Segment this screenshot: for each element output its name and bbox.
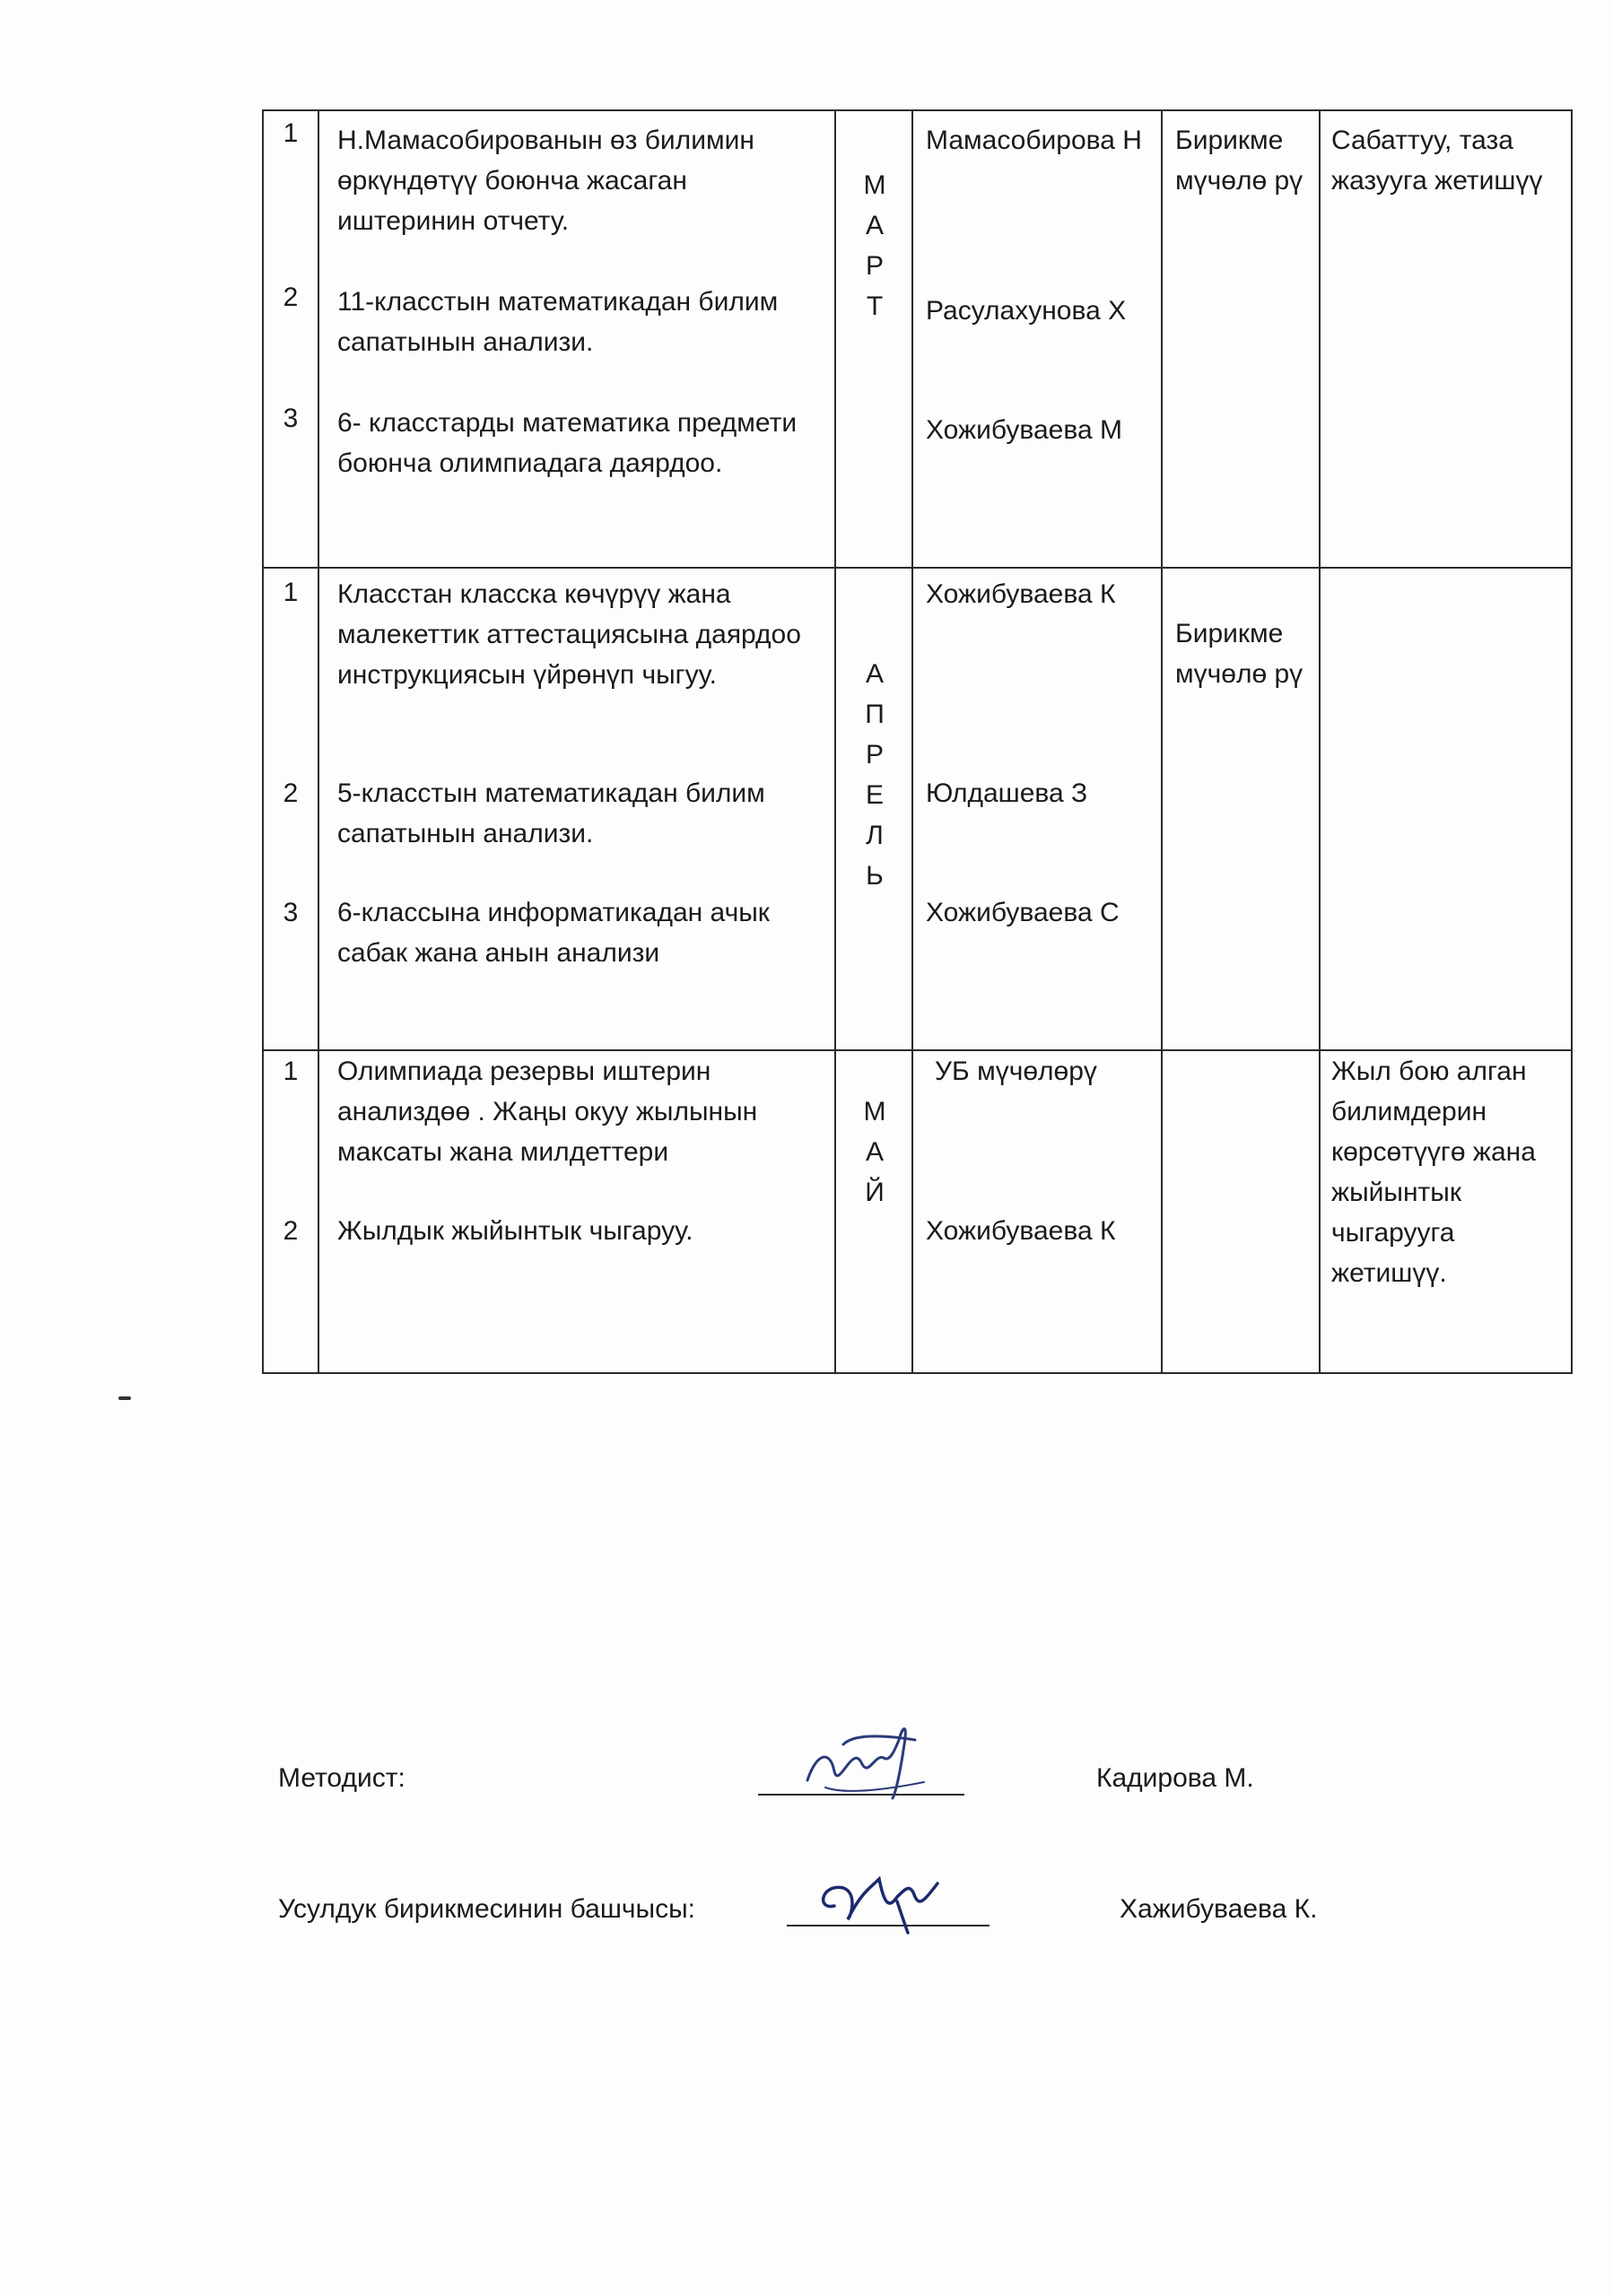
methodist-name: Кадирова М. <box>1096 1763 1254 1793</box>
month-cell <box>835 110 912 568</box>
topic-text: 6- класстарды математика предмети боюнча олимпиадага даярдоо. <box>337 408 798 478</box>
stray-mark <box>118 1396 131 1400</box>
number-cell <box>263 568 318 1050</box>
head-label: Усулдук бирикмесинин башчысы: <box>278 1894 695 1924</box>
month-cell <box>835 568 912 1050</box>
responsible-name: Хожибуваева С <box>926 898 1120 927</box>
head-name: Хажибуваева К. <box>1120 1894 1318 1924</box>
number-cell <box>263 1050 318 1373</box>
item-number: 2 <box>283 1216 299 1246</box>
result-text: Жыл бою алган билимдерин көрсөтүүгө жана жыйынтык чыгарууга жетишүү. <box>1331 1057 1536 1288</box>
form-text: Бирикме мүчөлө рү <box>1175 126 1303 196</box>
form-cell <box>1162 568 1320 1050</box>
result-cell <box>1320 110 1572 568</box>
head-signature <box>807 1857 960 1937</box>
table-row-april <box>263 568 1572 1050</box>
responsible-name: Мамасобирова Н <box>926 126 1142 155</box>
item-number: 1 <box>283 118 299 148</box>
month-label-april: А П Р Е Л Ь <box>865 659 885 891</box>
result-text: Сабаттуу, таза жазууга жетишүү <box>1331 126 1543 196</box>
responsible-cell <box>912 568 1162 1050</box>
responsible-cell <box>912 110 1162 568</box>
month-label-march: М А Р Т <box>863 170 886 321</box>
month-label-may: М А Й <box>863 1097 886 1207</box>
table-row-may <box>263 1050 1572 1373</box>
topic-text: 5-класстын математикадан билим сапатынын анализи. <box>337 778 765 848</box>
responsible-cell <box>912 1050 1162 1373</box>
topic-text: Н.Мамасобированын өз билимин өркүндөтүү боюнча жасаган иштеринин отчету. <box>337 126 754 236</box>
responsible-name: Хожибуваева М <box>926 415 1122 445</box>
item-number: 1 <box>283 1057 299 1086</box>
number-cell <box>263 110 318 568</box>
form-cell <box>1162 1050 1320 1373</box>
responsible-name: УБ мүчөлөрү <box>935 1057 1097 1086</box>
topic-text: 6-классына информатикадан ачык сабак жана анын анализи <box>337 898 770 968</box>
responsible-name: Хожибуваева К <box>926 1216 1116 1246</box>
item-number: 2 <box>283 283 299 312</box>
form-cell <box>1162 110 1320 568</box>
methodist-label: Методист: <box>278 1763 405 1793</box>
item-number: 2 <box>283 778 299 808</box>
responsible-name: Хожибуваева К <box>926 579 1116 609</box>
topic-cell <box>318 110 835 568</box>
item-number: 1 <box>283 578 299 607</box>
responsible-name: Расулахунова Х <box>926 296 1127 326</box>
item-number: 3 <box>283 898 299 927</box>
methodist-signature <box>789 1709 951 1807</box>
result-cell <box>1320 568 1572 1050</box>
form-text: Бирикме мүчөлө рү <box>1175 619 1303 689</box>
item-number: 3 <box>283 404 299 433</box>
work-plan-table <box>262 109 1573 1374</box>
topic-cell <box>318 1050 835 1373</box>
topic-text: Класстан класска көчүрүү жана малекеттик аттестациясына даярдоо инструкциясын үйрөнүп чыгуу. <box>337 579 801 690</box>
responsible-name: Юлдашева З <box>926 778 1088 808</box>
topic-text: 11-класстын математикадан билим сапатынын анализи. <box>337 287 779 357</box>
topic-text: Жылдык жыйынтык чыгаруу. <box>337 1216 693 1246</box>
table-row-march <box>263 110 1572 568</box>
month-cell <box>835 1050 912 1373</box>
topic-text: Олимпиада резервы иштерин анализдөө . Жаңы окуу жылынын максаты жана милдеттери <box>337 1057 758 1167</box>
result-cell <box>1320 1050 1572 1373</box>
topic-cell <box>318 568 835 1050</box>
